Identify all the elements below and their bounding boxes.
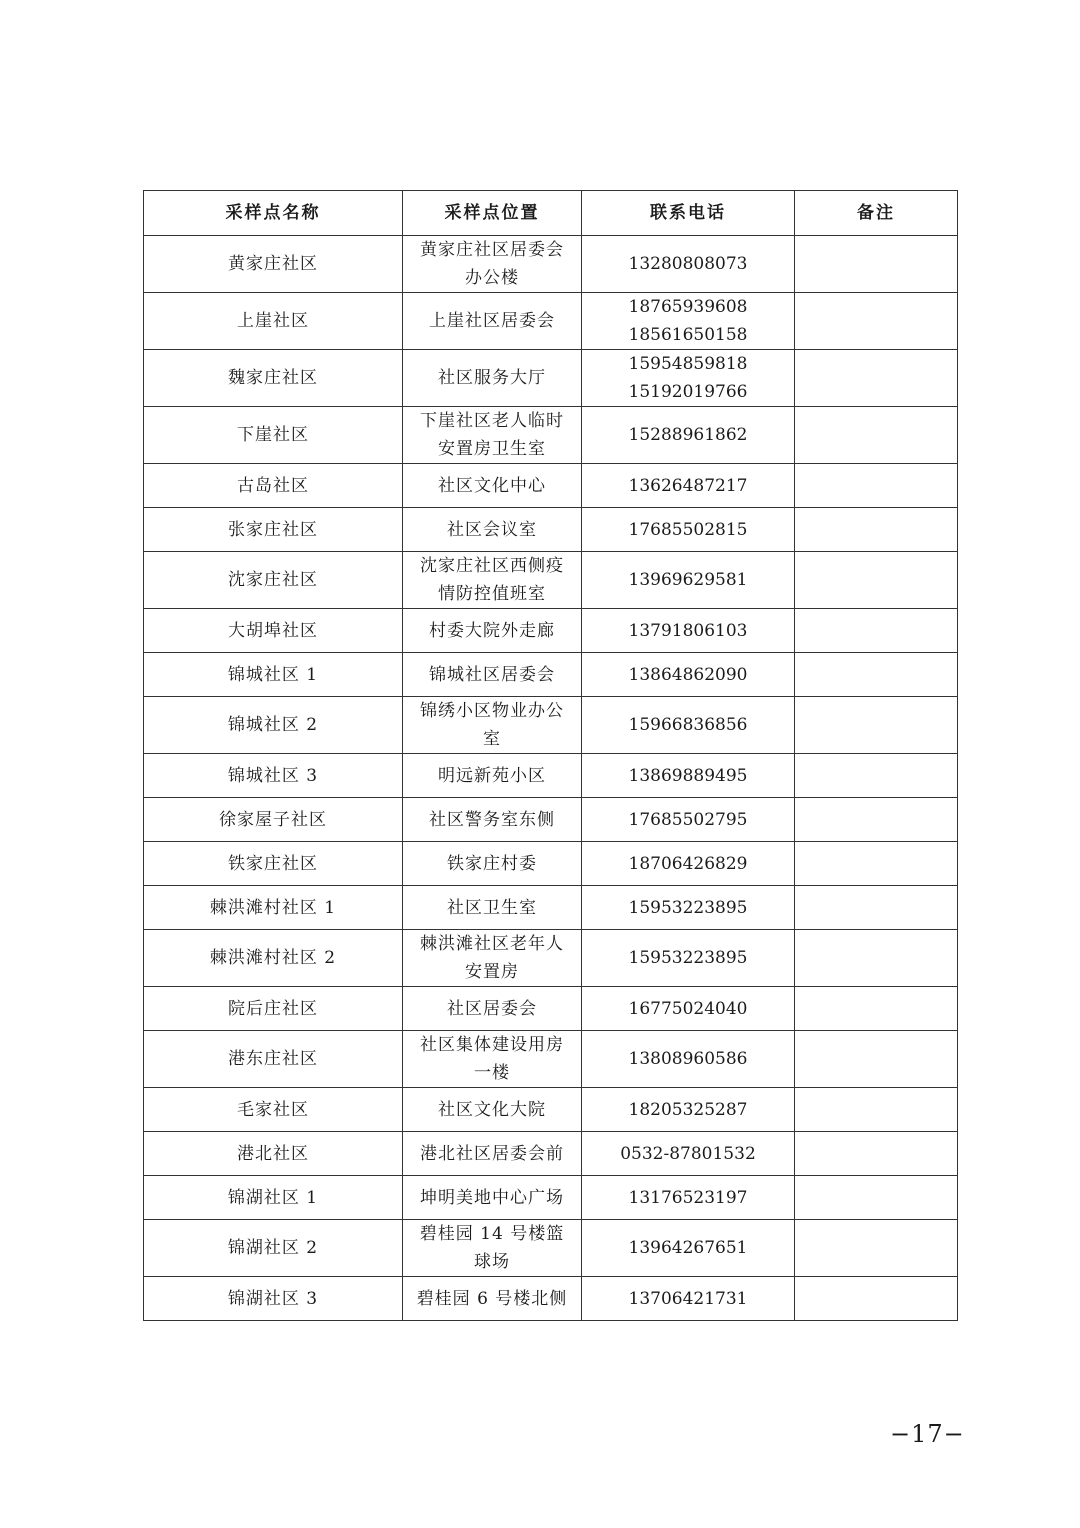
site-location-cell: 沈家庄社区西侧疫情防控值班室	[403, 552, 582, 609]
contact-phone-cell	[582, 1031, 795, 1088]
remarks-cell	[795, 609, 958, 653]
contact-phone-cell	[582, 464, 795, 508]
remarks-cell	[795, 798, 958, 842]
site-location-cell: 明远新苑小区	[403, 754, 582, 798]
contact-phone-cell	[582, 236, 795, 293]
site-name-cell: 锦城社区 2	[144, 697, 403, 754]
remarks-cell	[795, 886, 958, 930]
remarks-cell	[795, 236, 958, 293]
site-location-cell: 锦绣小区物业办公室	[403, 697, 582, 754]
site-name-cell: 锦城社区 1	[144, 653, 403, 697]
phone-number: 15954859818	[628, 354, 748, 374]
table-row	[144, 798, 958, 842]
table-row	[144, 1088, 958, 1132]
site-name-cell: 棘洪滩村社区 2	[144, 930, 403, 987]
phone-number: 15288961862	[628, 425, 748, 445]
phone-number: 18765939608	[628, 297, 748, 317]
site-name-cell: 港东庄社区	[144, 1031, 403, 1088]
site-location-cell: 社区服务大厅	[403, 350, 582, 407]
remarks-cell	[795, 407, 958, 464]
phone-number: 13864862090	[628, 664, 748, 685]
site-name-cell: 锦湖社区 3	[144, 1277, 403, 1321]
site-location-cell: 坤明美地中心广场	[403, 1176, 582, 1220]
phone-number: 13280808073	[628, 254, 748, 274]
table-row	[144, 552, 958, 609]
header-site-location: 采样点位置	[403, 191, 582, 236]
site-location-cell: 村委大院外走廊	[403, 609, 582, 653]
phone-number: 13869889495	[628, 765, 748, 786]
table-row	[144, 1220, 958, 1277]
table-row	[144, 609, 958, 653]
contact-phone-cell	[582, 697, 795, 754]
sampling-sites-table	[143, 190, 958, 1321]
site-name-cell: 大胡埠社区	[144, 609, 403, 653]
site-name-cell: 沈家庄社区	[144, 552, 403, 609]
remarks-cell	[795, 1088, 958, 1132]
phone-number: 18561650158	[628, 325, 748, 345]
header-site-name: 采样点名称	[144, 191, 403, 236]
table-row	[144, 508, 958, 552]
table-row	[144, 350, 958, 407]
site-location-cell: 铁家庄村委	[403, 842, 582, 886]
site-location-cell: 黄家庄社区居委会办公楼	[403, 236, 582, 293]
table-row	[144, 1031, 958, 1088]
table-row	[144, 653, 958, 697]
phone-number: 13808960586	[628, 1049, 748, 1069]
table-row	[144, 1132, 958, 1176]
phone-number: 13791806103	[628, 620, 748, 641]
remarks-cell	[795, 653, 958, 697]
table-row	[144, 464, 958, 508]
table-row	[144, 236, 958, 293]
contact-phone-cell	[582, 754, 795, 798]
phone-number: 18205325287	[628, 1099, 748, 1120]
site-name-cell: 古岛社区	[144, 464, 403, 508]
contact-phone-cell	[582, 653, 795, 697]
remarks-cell	[795, 754, 958, 798]
table-row	[144, 1176, 958, 1220]
remarks-cell	[795, 1176, 958, 1220]
site-name-cell: 棘洪滩村社区 1	[144, 886, 403, 930]
site-name-cell: 锦城社区 3	[144, 754, 403, 798]
table-row	[144, 1277, 958, 1321]
contact-phone-cell	[582, 798, 795, 842]
remarks-cell	[795, 508, 958, 552]
site-location-cell: 社区会议室	[403, 508, 582, 552]
phone-number: 13964267651	[628, 1238, 748, 1258]
contact-phone-cell	[582, 508, 795, 552]
table-row	[144, 754, 958, 798]
site-location-cell: 社区集体建设用房一楼	[403, 1031, 582, 1088]
contact-phone-cell	[582, 1088, 795, 1132]
site-location-cell: 棘洪滩社区老年人安置房	[403, 930, 582, 987]
site-name-cell: 锦湖社区 1	[144, 1176, 403, 1220]
site-name-cell: 黄家庄社区	[144, 236, 403, 293]
remarks-cell	[795, 842, 958, 886]
site-location-cell: 碧桂园 6 号楼北侧	[403, 1277, 582, 1321]
phone-number: 15953223895	[628, 897, 748, 918]
remarks-cell	[795, 930, 958, 987]
phone-number: 13706421731	[628, 1288, 748, 1309]
phone-number: 13969629581	[628, 570, 748, 590]
phone-number: 18706426829	[628, 853, 748, 874]
contact-phone-cell	[582, 407, 795, 464]
remarks-cell	[795, 293, 958, 350]
table-row	[144, 987, 958, 1031]
table-row	[144, 293, 958, 350]
site-location-cell: 社区警务室东侧	[403, 798, 582, 842]
table-body	[144, 236, 958, 1321]
site-name-cell: 下崖社区	[144, 407, 403, 464]
remarks-cell	[795, 1132, 958, 1176]
phone-number: 0532-87801532	[620, 1143, 756, 1164]
site-location-cell: 社区居委会	[403, 987, 582, 1031]
site-location-cell: 碧桂园 14 号楼篮球场	[403, 1220, 582, 1277]
phone-number: 15953223895	[628, 948, 748, 968]
remarks-cell	[795, 552, 958, 609]
table-row	[144, 886, 958, 930]
phone-number: 13626487217	[628, 475, 748, 496]
contact-phone-cell	[582, 1220, 795, 1277]
phone-number: 15192019766	[628, 382, 748, 402]
site-location-cell: 社区文化大院	[403, 1088, 582, 1132]
remarks-cell	[795, 464, 958, 508]
table-row	[144, 930, 958, 987]
remarks-cell	[795, 1220, 958, 1277]
phone-number: 13176523197	[628, 1187, 748, 1208]
site-name-cell: 魏家庄社区	[144, 350, 403, 407]
site-location-cell: 社区文化中心	[403, 464, 582, 508]
site-name-cell: 徐家屋子社区	[144, 798, 403, 842]
phone-number: 15966836856	[628, 715, 748, 735]
contact-phone-cell	[582, 987, 795, 1031]
remarks-cell	[795, 987, 958, 1031]
remarks-cell	[795, 1277, 958, 1321]
table-row	[144, 407, 958, 464]
site-name-cell: 张家庄社区	[144, 508, 403, 552]
table-row	[144, 842, 958, 886]
contact-phone-cell	[582, 842, 795, 886]
remarks-cell	[795, 350, 958, 407]
contact-phone-cell	[582, 1277, 795, 1321]
header-remarks: 备注	[795, 191, 958, 236]
site-location-cell: 上崖社区居委会	[403, 293, 582, 350]
phone-number: 16775024040	[628, 998, 748, 1019]
site-location-cell: 锦城社区居委会	[403, 653, 582, 697]
remarks-cell	[795, 697, 958, 754]
site-location-cell: 下崖社区老人临时安置房卫生室	[403, 407, 582, 464]
contact-phone-cell	[582, 930, 795, 987]
contact-phone-cell	[582, 350, 795, 407]
site-name-cell: 院后庄社区	[144, 987, 403, 1031]
table-row	[144, 697, 958, 754]
site-location-cell: 港北社区居委会前	[403, 1132, 582, 1176]
contact-phone-cell	[582, 886, 795, 930]
site-name-cell: 毛家社区	[144, 1088, 403, 1132]
contact-phone-cell	[582, 1176, 795, 1220]
contact-phone-cell	[582, 552, 795, 609]
site-name-cell: 港北社区	[144, 1132, 403, 1176]
remarks-cell	[795, 1031, 958, 1088]
site-name-cell: 上崖社区	[144, 293, 403, 350]
page-number: −17−	[890, 1420, 965, 1448]
phone-number: 17685502815	[628, 519, 748, 540]
contact-phone-cell	[582, 609, 795, 653]
phone-number: 17685502795	[628, 809, 748, 830]
site-location-cell: 社区卫生室	[403, 886, 582, 930]
site-name-cell: 锦湖社区 2	[144, 1220, 403, 1277]
contact-phone-cell	[582, 1132, 795, 1176]
site-name-cell: 铁家庄社区	[144, 842, 403, 886]
table-header-row	[144, 191, 958, 236]
contact-phone-cell	[582, 293, 795, 350]
header-contact-phone: 联系电话	[582, 191, 795, 236]
